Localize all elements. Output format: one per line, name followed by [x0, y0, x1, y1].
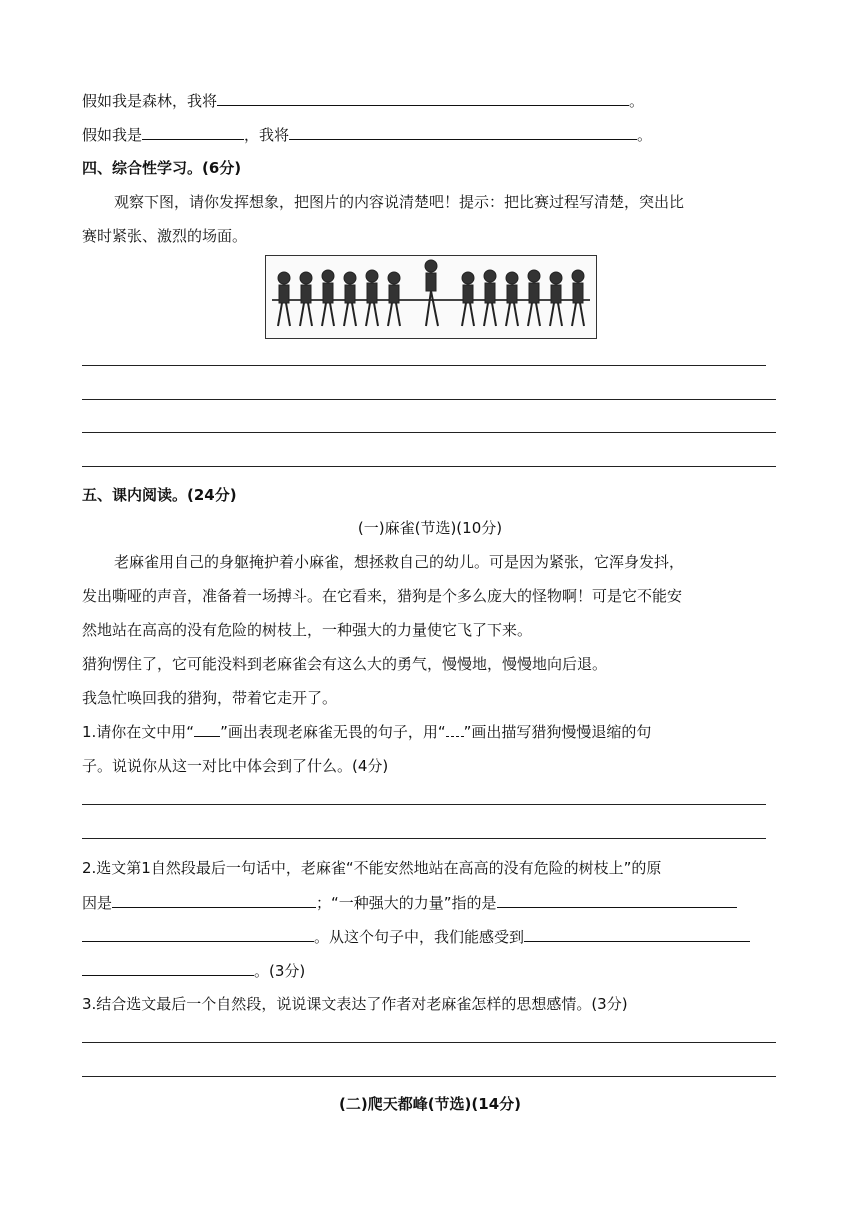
section5-heading: 五、课内阅读。(24分) — [82, 486, 237, 504]
section4-heading: 四、综合性学习。(6分) — [82, 159, 242, 177]
answer-line[interactable] — [82, 466, 776, 467]
answer-blank[interactable] — [142, 124, 244, 140]
free-sentence: 假如我是 ，我将 。 — [82, 126, 653, 144]
passage1-title: (一)麻雀(节选)(10分) — [357, 519, 503, 537]
passage1-text: 老麻雀用自己的身躯掩护着小麻雀，想拯救自己的幼儿。可是因为紧张，它浑身发抖， — [114, 553, 685, 571]
passage1-text: 然地站在高高的没有危险的树枝上，一种强大的力量使它飞了下来。 — [82, 621, 533, 639]
answer-blank[interactable] — [524, 926, 750, 942]
passage1-text: 发出嘶哑的声音，准备着一场搏斗。在它看来，猎狗是个多么庞大的怪物啊！可是它不能安 — [82, 587, 683, 605]
answer-line[interactable] — [82, 1076, 776, 1077]
wavy-underline-sample — [446, 724, 464, 737]
section4-prompt-cont: 赛时紧张、激烈的场面。 — [82, 227, 248, 245]
answer-line[interactable] — [82, 365, 766, 366]
tug-of-war-icon — [266, 256, 596, 338]
answer-blank[interactable] — [82, 926, 314, 942]
answer-line[interactable] — [82, 1042, 776, 1043]
passage1-text: 我急忙唤回我的猎狗，带着它走开了。 — [82, 689, 338, 707]
answer-line[interactable] — [82, 399, 776, 400]
tug-of-war-illustration — [265, 255, 597, 339]
answer-blank[interactable] — [112, 892, 316, 908]
question-2-line3: 。从这个句子中，我们能感受到 — [82, 926, 750, 947]
answer-blank[interactable] — [497, 892, 737, 908]
question-3: 3.结合选文最后一个自然段，说说课文表达了作者对老麻雀怎样的思想感情。(3分) — [82, 995, 628, 1013]
passage1-text: 猎狗愣住了，它可能没料到老麻雀会有这么大的勇气，慢慢地，慢慢地向后退。 — [82, 655, 608, 673]
question-1: 1.请你在文中用“ ”画出表现老麻雀无畏的句子，用“ ”画出描写猎狗慢慢退缩的句 — [82, 723, 652, 741]
forest-sentence: 假如我是森林，我将 。 — [82, 92, 645, 110]
question-1-cont: 子。说说你从这一对比中体会到了什么。(4分) — [82, 757, 389, 775]
answer-line[interactable] — [82, 432, 776, 433]
passage2-title: (二)爬天都峰(节选)(14分) — [338, 1095, 521, 1113]
answer-blank[interactable] — [82, 960, 254, 976]
question-2-line4: 。(3分) — [82, 960, 305, 981]
answer-blank[interactable] — [289, 124, 637, 140]
answer-line[interactable] — [82, 804, 766, 805]
answer-blank[interactable] — [217, 90, 629, 106]
straight-underline-sample — [194, 724, 220, 737]
question-2-line2: 因是 ；“一种强大的力量”指的是 — [82, 892, 737, 913]
answer-line[interactable] — [82, 838, 766, 839]
question-2: 2.选文第1自然段最后一句话中，老麻雀“不能安然地站在高高的没有危险的树枝上”的原 — [82, 859, 662, 877]
section4-prompt: 观察下图，请你发挥想象，把图片的内容说清楚吧！提示：把比赛过程写清楚，突出比 — [114, 193, 685, 211]
